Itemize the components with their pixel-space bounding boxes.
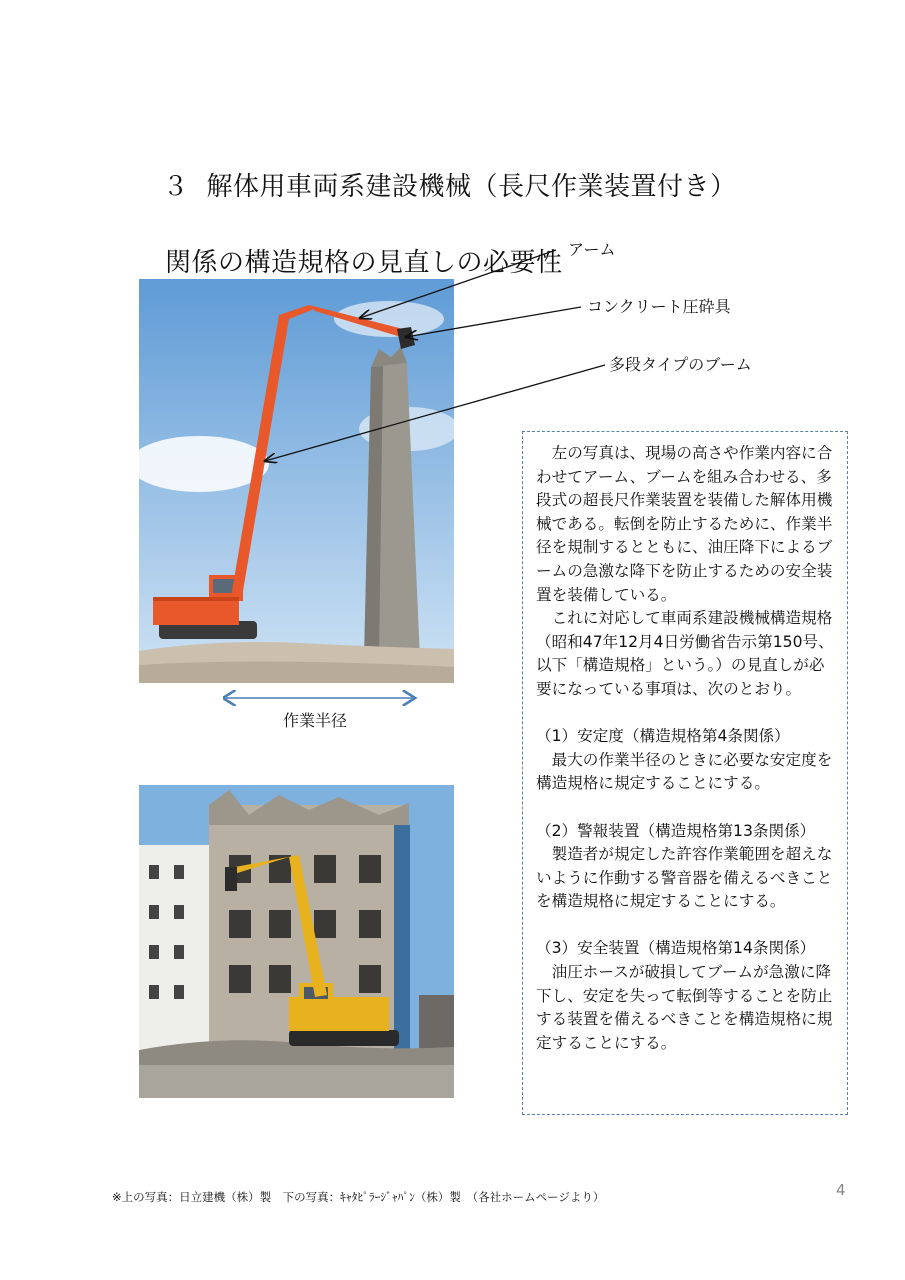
page-title-line1: ３ 解体用車両系建設機械（長尺作業装置付き） bbox=[162, 172, 737, 202]
working-radius-label: 作業半径 bbox=[283, 711, 348, 730]
callout-arm: アーム bbox=[568, 240, 616, 259]
page-number: 4 bbox=[836, 1181, 846, 1199]
callout-multistage-boom: 多段タイプのブーム bbox=[609, 355, 752, 374]
photo-credit-footnote: ※上の写真：日立建機（株）製 下の写真：ｷｬﾀﾋﾟﾗｰｼﾞｬﾊﾟﾝ（株）製 （各社ホームページより） bbox=[112, 1190, 605, 1204]
item-2-body: 製造者が規定した許容作業範囲を超えないように作動する警音器を備えるべきことを構造規格に規定することにする。 bbox=[536, 845, 833, 911]
item-1-heading: （1）安定度（構造規格第4条関係） bbox=[536, 727, 790, 746]
page-title-line2: 関係の構造規格の見直しの必要性 bbox=[165, 248, 563, 278]
bottom-photo-building-demolition bbox=[139, 785, 454, 1098]
callout-concrete-crusher: コンクリート圧砕具 bbox=[587, 297, 731, 316]
arrow-to-crusher bbox=[406, 307, 581, 337]
item-1-body: 最大の作業半径のときに必要な安定度を構造規格に規定することにする。 bbox=[536, 750, 833, 793]
intro-paragraph-2: これに対応して車両系建設機械構造規格（昭和47年12月4日労働省告示第150号、以下「構造規格」という。）の見直しが必要になっている事項は、次のとおり。 bbox=[536, 609, 834, 698]
item-2-heading: （2）警報装置（構造規格第13条関係） bbox=[536, 821, 816, 840]
arrow-to-arm bbox=[360, 250, 556, 318]
intro-paragraph-1: 左の写真は、現場の高さや作業内容に合わせてアーム、ブームを組み合わせる、多段式の超長尺作業装置を装備した解体用機械である。転倒を防止するために、作業半径を規制するとともに、油圧降下によるブームの急激な降下を防止するための安全装置を装備している。 bbox=[536, 444, 833, 604]
bottom-photo-illustration bbox=[139, 785, 454, 1098]
item-3-heading: （3）安全装置（構造規格第14条関係） bbox=[536, 939, 816, 958]
item-3-body: 油圧ホースが破損してブームが急激に降下し、安定を失って転倒等することを防止する装置を備えるべきことを構造規格に規定することにする。 bbox=[536, 963, 833, 1052]
explanation-textbox bbox=[522, 431, 848, 1115]
